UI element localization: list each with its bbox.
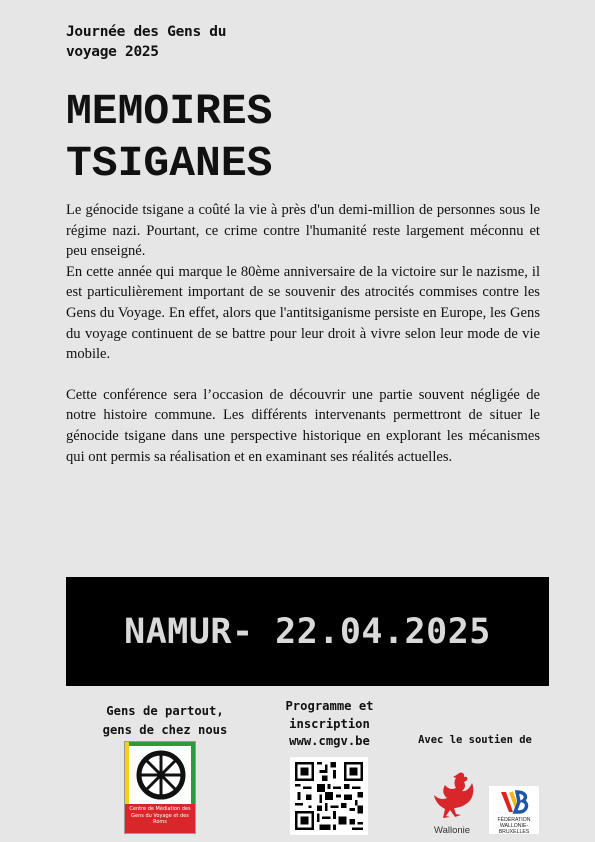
event-heading <box>66 22 306 62</box>
event-heading-line2: voyage 2025 <box>66 44 159 60</box>
program-url[interactable]: www.cmgv.be <box>289 734 370 748</box>
org-name <box>80 702 250 740</box>
body-text <box>66 200 540 467</box>
fwb-label-line2: WALLONIE-BRUXELLES <box>498 823 530 835</box>
paragraph-1: Le génocide tsigane a coûté la vie à près d'un demi-million de personnes sous le régime nazi. Pourtant, ce crime contre l'humanité reste largement méconnu et peu enseigné. <box>66 202 540 260</box>
date-banner <box>66 577 549 686</box>
main-title-line2: TSIGANES <box>66 139 273 188</box>
org-name-line1: Gens de partout, <box>106 704 224 718</box>
paragraph-2: En cette année qui marque le 80ème anniversaire de la victoire sur le nazisme, il est particulièrement important de se souvenir des atrocités commises contre les Gens du Voyage. En effet, alors que l'antitsiganisme persiste en Europe, les Gens du voyage continuent de se battre pour leur droit à vivre selon leur mode de vie mobile. <box>66 263 540 363</box>
program-line2: inscription <box>289 716 370 731</box>
paragraph-3: Cette conférence sera l’occasion de découvrir une partie souvent négligée de notre histoire commune. Les différents intervenants permettront de situer le génocide tsigane dans une perspective historique en explorant les mécanismes qui ont permis sa réalisation et en examinant ses réalités actuelles. <box>66 386 540 465</box>
fwb-logo <box>489 786 539 834</box>
main-title <box>66 86 272 190</box>
fwb-label <box>489 817 539 835</box>
wheel-logo-icon <box>131 745 191 803</box>
qr-code-icon[interactable] <box>290 757 368 835</box>
wallonie-label: Wallonie <box>433 825 471 836</box>
org-logo <box>124 741 196 834</box>
event-heading-line1: Journée des Gens du <box>66 24 227 40</box>
org-name-line2: gens de chez nous <box>102 723 228 737</box>
rooster-logo-icon <box>428 770 476 824</box>
wallonie-logo <box>428 770 476 836</box>
org-logo-text: Centre de Médiation des Gens du Voyage et des Roms <box>125 804 195 834</box>
fwb-label-line1: FÉDÉRATION <box>497 817 531 823</box>
support-label: Avec le soutien de <box>418 734 532 746</box>
program-line1: Programme et <box>285 699 374 713</box>
date-banner-text: NAMUR- 22.04.2025 <box>124 611 491 652</box>
main-title-line1: MEMOIRES <box>66 87 273 136</box>
fwb-logo-icon <box>497 788 531 818</box>
program-info <box>272 698 387 751</box>
